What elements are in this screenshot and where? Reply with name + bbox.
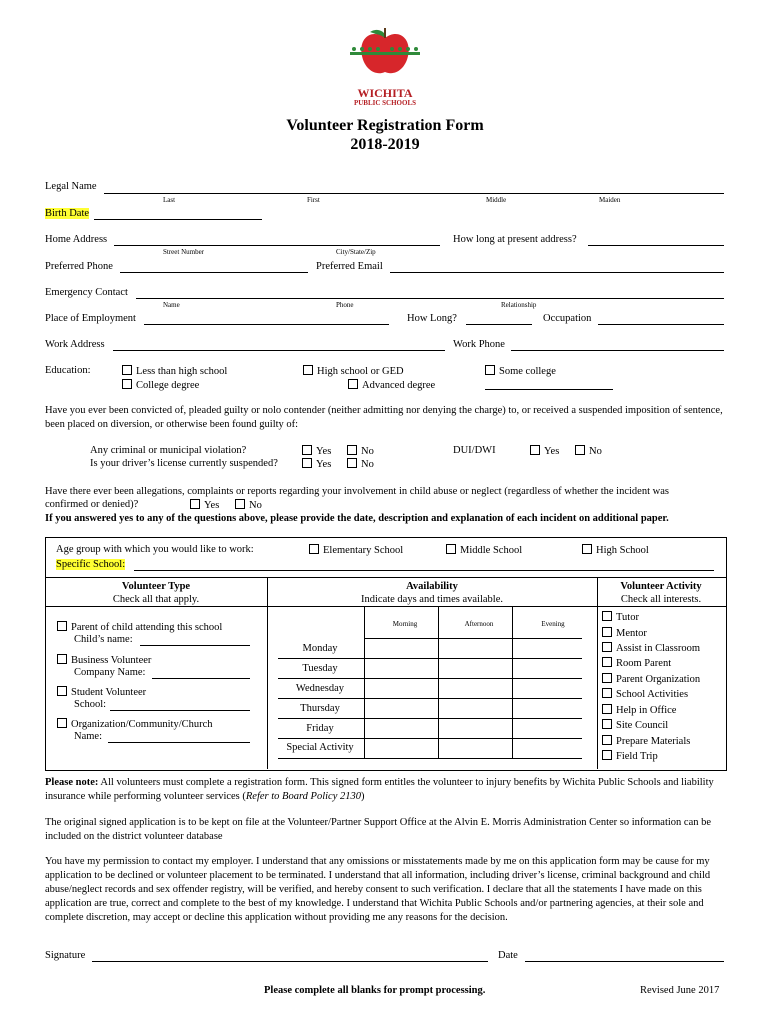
legal-name-label: Legal Name bbox=[45, 181, 97, 192]
place-of-employment-label: Place of Employment bbox=[45, 313, 136, 324]
form-title: Volunteer Registration Form bbox=[286, 117, 484, 134]
work-phone-field[interactable] bbox=[511, 350, 724, 351]
dui-no[interactable]: No bbox=[575, 445, 602, 457]
checkbox-icon bbox=[602, 657, 612, 667]
legal-name-first-caption: First bbox=[307, 196, 320, 204]
logo-name-line1: WICHITA bbox=[357, 86, 413, 100]
work-address-label: Work Address bbox=[45, 339, 105, 350]
allegations-question-cont: confirmed or denied)? bbox=[45, 499, 139, 510]
checkbox-icon bbox=[602, 719, 612, 729]
checkbox-icon bbox=[602, 688, 612, 698]
age-group-middle[interactable]: Middle School bbox=[446, 544, 522, 556]
availability-sub: Indicate days and times available. bbox=[361, 594, 503, 605]
grid-line bbox=[278, 698, 582, 699]
age-group-label: Age group with which you would like to work: bbox=[56, 544, 254, 555]
time-morning: Morning bbox=[392, 620, 418, 628]
checkbox-icon bbox=[57, 718, 67, 728]
education-college-degree[interactable]: College degree bbox=[122, 379, 199, 391]
home-address-field[interactable] bbox=[114, 245, 440, 246]
street-number-caption: Street Number bbox=[163, 248, 205, 256]
checkbox-icon bbox=[190, 499, 200, 509]
how-long-address-label: How long at present address? bbox=[453, 234, 577, 245]
company-name-label: Company Name: bbox=[74, 667, 146, 678]
childs-name-field[interactable] bbox=[140, 645, 250, 646]
allegations-no[interactable]: No bbox=[235, 499, 262, 511]
volunteer-type-student[interactable]: Student Volunteer bbox=[57, 686, 146, 698]
grid-line bbox=[278, 678, 582, 679]
student-school-label: School: bbox=[74, 699, 107, 710]
original-application-paragraph: The original signed application is to be kept on file at the Volunteer/Partner Support Office at the Alvin E. Morris Administration Center so information can be included on the district volunteer database bbox=[45, 817, 712, 842]
day-wednesday: Wednesday bbox=[295, 683, 345, 694]
education-some-college[interactable]: Some college bbox=[485, 365, 556, 377]
city-state-zip-caption: City/State/Zip bbox=[336, 248, 376, 256]
form-year: 2018-2019 bbox=[350, 136, 420, 153]
age-group-high[interactable]: High School bbox=[582, 544, 649, 556]
occupation-field[interactable] bbox=[598, 324, 724, 325]
how-long-address-field[interactable] bbox=[588, 245, 724, 246]
education-advanced-degree[interactable]: Advanced degree bbox=[348, 379, 435, 391]
checkbox-icon bbox=[602, 627, 612, 637]
organization-name-label: Name: bbox=[74, 731, 102, 742]
grid-line bbox=[438, 606, 439, 758]
time-evening: Evening bbox=[541, 620, 565, 628]
volunteer-type-business[interactable]: Business Volunteer bbox=[57, 654, 151, 666]
checkbox-icon bbox=[602, 704, 612, 714]
checkbox-icon bbox=[485, 365, 495, 375]
prompt-processing-footer: Please complete all blanks for prompt processing. bbox=[264, 985, 486, 996]
checkbox-icon bbox=[122, 379, 132, 389]
organization-name-field[interactable] bbox=[108, 742, 250, 743]
childs-name-label: Child’s name: bbox=[74, 634, 133, 645]
checkbox-icon bbox=[582, 544, 592, 554]
checkbox-icon bbox=[57, 686, 67, 696]
activity-school-activities[interactable]: School Activities bbox=[602, 688, 688, 700]
volunteer-type-sub: Check all that apply. bbox=[112, 594, 200, 605]
grid-line bbox=[364, 606, 365, 758]
legal-name-middle-caption: Middle bbox=[486, 196, 507, 204]
education-less-than-high-school[interactable]: Less than high school bbox=[122, 365, 227, 377]
checkbox-icon bbox=[602, 611, 612, 621]
checkbox-icon bbox=[446, 544, 456, 554]
activity-parent-organization[interactable]: Parent Organization bbox=[602, 673, 700, 685]
signature-label: Signature bbox=[45, 950, 86, 961]
availability-header: Availability bbox=[406, 581, 458, 592]
checkbox-icon bbox=[57, 621, 67, 631]
volunteer-type-parent[interactable]: Parent of child attending this school bbox=[57, 621, 222, 633]
checkbox-icon bbox=[575, 445, 585, 455]
checkbox-icon bbox=[347, 458, 357, 468]
place-of-employment-field[interactable] bbox=[144, 324, 389, 325]
legal-name-last-caption: Last bbox=[163, 196, 176, 204]
criminal-violation-yes[interactable]: Yes bbox=[302, 445, 331, 457]
activity-site-council[interactable]: Site Council bbox=[602, 719, 668, 731]
preferred-email-label: Preferred Email bbox=[316, 261, 383, 272]
emergency-relationship-caption: Relationship bbox=[501, 301, 537, 309]
emergency-contact-label: Emergency Contact bbox=[45, 287, 128, 298]
allegations-question: Have there ever been allegations, complaints or reports regarding your involvement in child abuse or neglect (regardless of whether the incident was bbox=[45, 486, 669, 497]
permission-paragraph: You have my permission to contact my employer. I understand that any omissions or misstatements made by me on this application form may be cause for my application to be declined or volunteer placement to be terminated. I understand that all information, including driver’s license, criminal background and child abuse/neglect records and sex offender registry, will be verified, and hereby consent to such verification. I declare that all the statements I have made on this application are true, correct and complete to the best of my knowledge. I understand that Wichita Public Schools and/or partnering agencies, at their sole and complete discretion, may accept or decline this application without providing me any reasons for the decision. bbox=[45, 856, 711, 923]
checkbox-icon bbox=[602, 750, 612, 760]
checkbox-icon bbox=[602, 673, 612, 683]
please-note-paragraph: Please note: All volunteers must complete a registration form. This signed form entitles the volunteer to injury benefits by Wichita Public Schools and liability insurance while performing volunteer services (Refer to Board Policy 2130) bbox=[45, 777, 714, 802]
home-address-label: Home Address bbox=[45, 234, 108, 245]
license-suspended-no[interactable]: No bbox=[347, 458, 374, 470]
board-policy-reference: Refer to Board Policy 2130 bbox=[245, 791, 361, 802]
section-divider bbox=[45, 577, 726, 578]
student-school-field[interactable] bbox=[110, 710, 250, 711]
grid-line bbox=[278, 658, 582, 659]
conviction-question: Have you ever been convicted of, pleaded guilty or nolo contender (neither admitting nor denying the charge) to, or received a suspended imposition of sentence, been placed on diversion, or otherwise been found guilty of: bbox=[45, 405, 723, 430]
preferred-email-field[interactable] bbox=[390, 272, 724, 273]
checkbox-icon bbox=[530, 445, 540, 455]
additional-paper-note: If you answered yes to any of the questions above, please provide the date, description and explanation of each incident on additional paper. bbox=[45, 513, 669, 524]
wichita-logo bbox=[348, 24, 422, 107]
signature-field[interactable] bbox=[92, 961, 488, 962]
checkbox-icon bbox=[602, 735, 612, 745]
emergency-name-caption: Name bbox=[163, 301, 180, 309]
please-note-label: Please note: bbox=[45, 777, 99, 788]
volunteer-type-header: Volunteer Type bbox=[121, 581, 191, 592]
specific-school-field[interactable] bbox=[134, 570, 714, 571]
occupation-label: Occupation bbox=[543, 313, 592, 324]
checkbox-icon bbox=[602, 642, 612, 652]
checkbox-icon bbox=[235, 499, 245, 509]
license-suspended-yes[interactable]: Yes bbox=[302, 458, 331, 470]
activity-header: Volunteer Activity bbox=[620, 581, 702, 592]
employment-how-long-field[interactable] bbox=[466, 324, 532, 325]
time-afternoon: Afternoon bbox=[464, 620, 494, 628]
checkbox-icon bbox=[348, 379, 358, 389]
license-suspended-question: Is your driver’s license currently suspended? bbox=[90, 458, 278, 469]
employment-how-long-label: How Long? bbox=[407, 313, 457, 324]
specific-school-label: Specific School: bbox=[56, 559, 126, 570]
checkbox-icon bbox=[303, 365, 313, 375]
birth-date-label: Birth Date bbox=[45, 208, 90, 219]
legal-name-maiden-caption: Maiden bbox=[599, 196, 621, 204]
education-label: Education: bbox=[45, 365, 91, 376]
checkbox-icon bbox=[57, 654, 67, 664]
emergency-phone-caption: Phone bbox=[336, 301, 354, 309]
day-tuesday: Tuesday bbox=[302, 663, 338, 674]
day-friday: Friday bbox=[306, 723, 334, 734]
logo-name-line2: PUBLIC SCHOOLS bbox=[353, 99, 417, 107]
activity-room-parent[interactable]: Room Parent bbox=[602, 657, 671, 669]
age-group-elementary[interactable]: Elementary School bbox=[309, 544, 403, 556]
revised-date: Revised June 2017 bbox=[640, 985, 720, 996]
preferred-phone-label: Preferred Phone bbox=[45, 261, 113, 272]
preferred-phone-field[interactable] bbox=[120, 272, 308, 273]
legal-name-field[interactable] bbox=[104, 193, 724, 194]
work-address-field[interactable] bbox=[113, 350, 445, 351]
day-special-activity: Special Activity bbox=[286, 742, 354, 753]
header-divider bbox=[45, 606, 726, 607]
activity-sub: Check all interests. bbox=[620, 594, 702, 605]
day-thursday: Thursday bbox=[300, 703, 340, 714]
volunteer-type-organization[interactable]: Organization/Community/Church bbox=[57, 718, 213, 730]
grid-line bbox=[278, 758, 582, 759]
checkbox-icon bbox=[309, 544, 319, 554]
education-high-school-ged[interactable]: High school or GED bbox=[303, 365, 404, 377]
criminal-violation-no[interactable]: No bbox=[347, 445, 374, 457]
birth-date-field[interactable] bbox=[94, 219, 262, 220]
company-name-field[interactable] bbox=[152, 678, 250, 679]
activity-tutor[interactable]: Tutor bbox=[602, 611, 639, 623]
activity-mentor[interactable]: Mentor bbox=[602, 627, 647, 639]
dui-dwi-label: DUI/DWI bbox=[453, 445, 496, 456]
grid-line bbox=[278, 718, 582, 719]
checkbox-icon bbox=[302, 458, 312, 468]
grid-line bbox=[278, 738, 582, 739]
emergency-contact-field[interactable] bbox=[136, 298, 724, 299]
day-monday: Monday bbox=[302, 643, 338, 654]
activity-assist-classroom[interactable]: Assist in Classroom bbox=[602, 642, 700, 654]
allegations-yes[interactable]: Yes bbox=[190, 499, 219, 511]
apple-logo-icon bbox=[348, 24, 422, 82]
grid-line bbox=[512, 606, 513, 758]
activity-prepare-materials[interactable]: Prepare Materials bbox=[602, 735, 690, 747]
checkbox-icon bbox=[302, 445, 312, 455]
dui-yes[interactable]: Yes bbox=[530, 445, 559, 457]
criminal-violation-question: Any criminal or municipal violation? bbox=[90, 445, 247, 456]
activity-help-office[interactable]: Help in Office bbox=[602, 704, 676, 716]
education-some-college-field[interactable] bbox=[485, 389, 613, 390]
activity-field-trip[interactable]: Field Trip bbox=[602, 750, 658, 762]
work-phone-label: Work Phone bbox=[453, 339, 505, 350]
checkbox-icon bbox=[347, 445, 357, 455]
signature-date-label: Date bbox=[498, 950, 518, 961]
checkbox-icon bbox=[122, 365, 132, 375]
grid-line bbox=[364, 638, 582, 639]
signature-date-field[interactable] bbox=[525, 961, 724, 962]
